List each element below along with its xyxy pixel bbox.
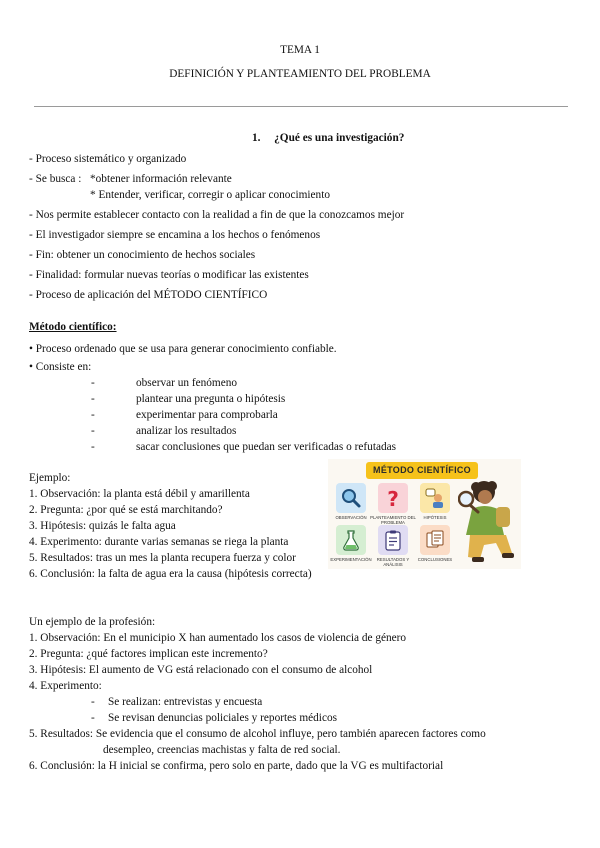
question-mark-icon <box>381 486 405 510</box>
metodo-bullet: • Proceso ordenado que se usa para generar conocimiento confiable. <box>29 343 337 355</box>
ejemplo-line: 1. Observación: la planta está débil y amarillenta <box>29 488 250 500</box>
thinking-person-icon <box>423 486 447 510</box>
profesion-line: 1. Observación: En el municipio X han aumentado los casos de violencia de género <box>29 632 407 644</box>
metodo-step: sacar conclusiones que puedan ser verificadas o refutadas <box>136 441 397 453</box>
tema-title: TEMA 1 <box>280 44 320 56</box>
svg-text:?: ? <box>387 487 399 510</box>
caption-hipotesis: HIPÓTESIS <box>423 515 447 520</box>
definition-line: - Proceso de aplicación del MÉTODO CIENTÍFICO <box>29 289 268 301</box>
step-dash: - <box>91 409 95 421</box>
step-dash: - <box>91 712 95 724</box>
definition-line: - Proceso sistemático y organizado <box>29 153 187 165</box>
flask-icon <box>339 528 363 552</box>
problem-card <box>378 483 408 513</box>
section-number: 1. <box>252 132 261 144</box>
page-subtitle: DEFINICIÓN Y PLANTEAMIENTO DEL PROBLEMA <box>169 68 431 80</box>
caption-experimentacion: EXPERIMENTACIÓN <box>330 557 372 562</box>
caption-observacion: OBSERVACIÓN <box>335 515 367 520</box>
metodo-heading: Método científico: <box>29 321 117 333</box>
definition-line: - Finalidad: formular nuevas teorías o modificar las existentes <box>29 269 309 281</box>
metodo-bullet: • Consiste en: <box>29 361 92 373</box>
profesion-line: 2. Pregunta: ¿qué factores implican este incremento? <box>29 648 268 660</box>
metodo-step: analizar los resultados <box>136 425 237 437</box>
ejemplo-line: 3. Hipótesis: quizás le falta agua <box>29 520 176 532</box>
magnifier-icon <box>339 486 363 510</box>
ejemplo-line: 4. Experimento: durante varias semanas se riega la planta <box>29 536 289 548</box>
divider <box>34 106 568 107</box>
caption-conclusiones: CONCLUSIONES <box>417 557 453 562</box>
section-heading <box>252 131 404 146</box>
metodo-step: plantear una pregunta o hipótesis <box>136 393 286 405</box>
observation-card <box>336 483 366 513</box>
ejemplo-title: Ejemplo: <box>29 472 71 484</box>
caption-planteamiento: PLANTEAMIENTO DEL PROBLEMA <box>370 515 416 525</box>
section-heading-text: ¿Qué es una investigación? <box>274 132 405 144</box>
illustration-title: MÉTODO CIENTÍFICO <box>366 462 478 479</box>
step-dash: - <box>91 425 95 437</box>
step-dash: - <box>91 393 95 405</box>
ejemplo-line: 2. Pregunta: ¿por qué se está marchitando? <box>29 504 223 516</box>
profesion-subline: Se revisan denuncias policiales y reportes médicos <box>108 712 338 724</box>
metodo-step: observar un fenómeno <box>136 377 238 389</box>
experiment-card <box>336 525 366 555</box>
document-icon <box>423 528 447 552</box>
definition-line: - El investigador siempre se encamina a los hechos o fenómenos <box>29 229 321 241</box>
metodo-step: experimentar para comprobarla <box>136 409 278 421</box>
profesion-line-continued: desempleo, creencias machistas y falta de red social. <box>103 744 341 756</box>
profesion-line: 3. Hipótesis: El aumento de VG está relacionado con el consumo de alcohol <box>29 664 373 676</box>
profesion-line: 6. Conclusión: la H inicial se confirma, pero solo en parte, dado que la VG es multifactorial <box>29 760 444 772</box>
ejemplo-line: 5. Resultados: tras un mes la planta recupera fuerza y color <box>29 552 296 564</box>
results-card <box>378 525 408 555</box>
caption-resultados: RESULTADOS Y ANÁLISIS <box>376 557 410 567</box>
step-dash: - <box>91 696 95 708</box>
step-dash: - <box>91 377 95 389</box>
clipboard-icon <box>381 528 405 552</box>
profesion-line: 5. Resultados: Se evidencia que el consumo de alcohol influye, pero también aparecen factores como <box>29 728 486 740</box>
definition-line: - Se busca : <box>29 173 82 185</box>
profesion-subline: Se realizan: entrevistas y encuesta <box>108 696 263 708</box>
definition-line: - Fin: obtener un conocimiento de hechos sociales <box>29 249 256 261</box>
metodo-cientifico-illustration <box>328 459 521 569</box>
profesion-title: Un ejemplo de la profesión: <box>29 616 156 628</box>
scientist-illustration <box>458 479 520 569</box>
definition-subline: * Entender, verificar, corregir o aplicar conocimiento <box>90 189 330 201</box>
hypothesis-card <box>420 483 450 513</box>
definition-subline: *obtener información relevante <box>90 173 232 185</box>
conclusions-card <box>420 525 450 555</box>
profesion-line: 4. Experimento: <box>29 680 102 692</box>
definition-line: - Nos permite establecer contacto con la realidad a fin de que la conozcamos mejor <box>29 209 405 221</box>
ejemplo-line: 6. Conclusión: la falta de agua era la causa (hipótesis correcta) <box>29 568 312 580</box>
step-dash: - <box>91 441 95 453</box>
